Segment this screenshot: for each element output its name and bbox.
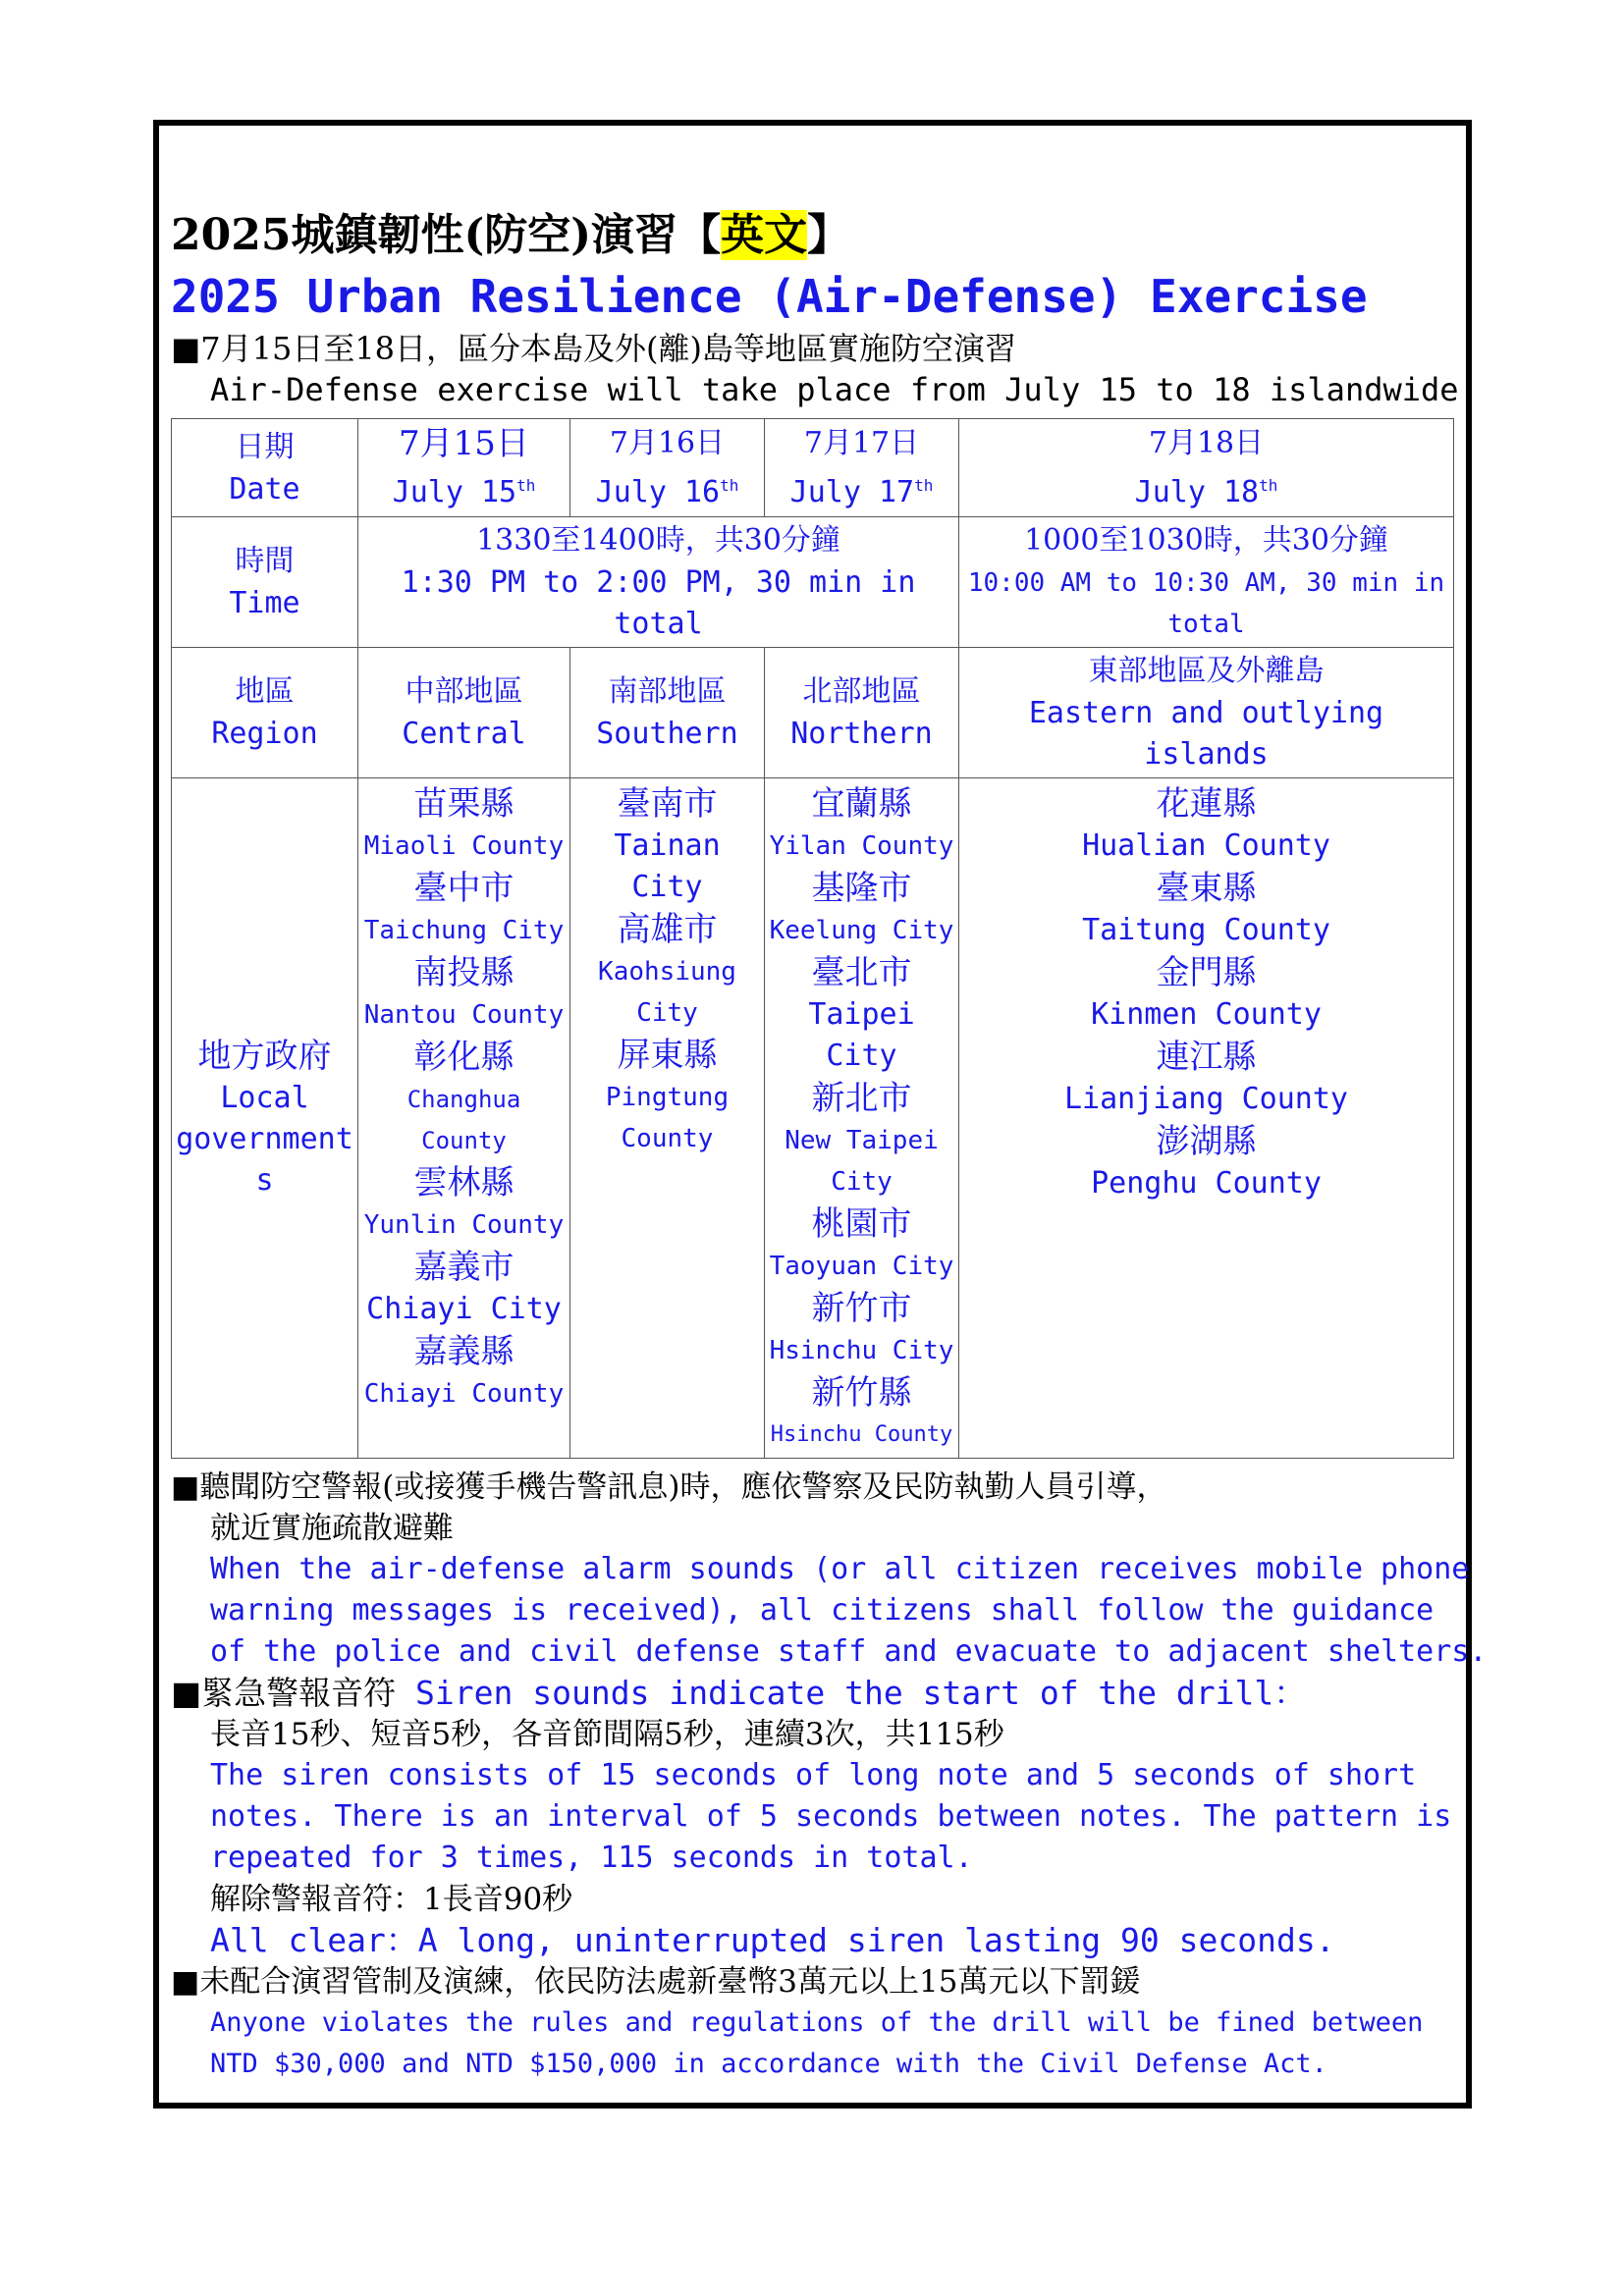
alarm-en-line: When the air-defense alarm sounds (or all citizen receives mobile phone — [210, 1552, 1470, 1586]
gov-name-zh: 彰化縣 — [413, 1038, 514, 1077]
gov-name-en: Hualian County — [1082, 828, 1330, 863]
date-label-zh: 日期 — [235, 429, 295, 464]
gov-label-en: s — [255, 1163, 274, 1198]
gov-name-zh: 雲林縣 — [413, 1163, 514, 1202]
region-cell — [765, 648, 959, 778]
date-zh: 7月17日 — [803, 426, 920, 460]
fine-section — [171, 1961, 1453, 2085]
siren-en-line: notes. There is an interval of 5 seconds between notes. The pattern is — [210, 1799, 1452, 1834]
gov-name-zh: 苗栗縣 — [413, 784, 514, 824]
gov-name-zh: 臺中市 — [413, 869, 514, 908]
region-cell — [959, 648, 1454, 778]
siren-heading-zh: ■緊急警報音符 — [171, 1674, 397, 1712]
fine-zh: ■未配合演習管制及演練，依民防法處新臺幣3萬元以上15萬元以下罰鍰 — [171, 1964, 1141, 2000]
title-zh-text: 2025城鎮韌性(防空)演習【 — [171, 210, 722, 260]
gov-name-en: City — [636, 998, 698, 1028]
time-row — [172, 517, 1454, 648]
time-a-en: 1:30 PM to 2:00 PM, 30 min in total — [401, 565, 916, 641]
gov-name-zh: 宜蘭縣 — [811, 784, 912, 824]
gov-name-zh: 桃園市 — [811, 1204, 912, 1244]
date-sup: th — [516, 476, 536, 495]
region-en: Southern — [596, 717, 738, 751]
alarm-zh-line: ■聽聞防空警報(或接獲手機告警訊息)時，應依警察及民防執勤人員引導， — [171, 1469, 1167, 1505]
region-en: Eastern and outlying islands — [1028, 696, 1384, 772]
gov-name-zh: 嘉義縣 — [413, 1332, 514, 1371]
southern-govs-cell — [570, 778, 765, 1459]
gov-name-zh: 新竹市 — [811, 1289, 912, 1328]
siren-heading-en: Siren sounds indicate the start of the drill： — [396, 1674, 1307, 1712]
region-cell — [358, 648, 570, 778]
region-row — [172, 648, 1454, 778]
gov-name-zh: 金門縣 — [1156, 953, 1257, 992]
alarm-zh-line: 就近實施疏散避難 — [210, 1511, 454, 1546]
gov-label-cell — [172, 778, 358, 1459]
alarm-section — [171, 1467, 1488, 1673]
date-row — [172, 419, 1454, 517]
intro-chinese: ■7月15日至18日，區分本島及外(離)島等地區實施防空演習 — [171, 330, 1017, 367]
region-zh: 北部地區 — [802, 674, 921, 709]
region-zh: 東部地區及外離島 — [1088, 654, 1325, 688]
fine-en-line: NTD $30,000 and NTD $150,000 in accordance with the Civil Defense Act. — [210, 2049, 1327, 2079]
gov-name-zh: 連江縣 — [1156, 1038, 1257, 1077]
gov-name-en: Taitung County — [1082, 913, 1330, 947]
gov-name-zh: 新北市 — [811, 1079, 912, 1118]
time-cell-afternoon — [358, 517, 959, 648]
region-zh: 南部地區 — [608, 674, 727, 709]
gov-name-en: County — [621, 1124, 714, 1153]
gov-name-en: Taoyuan City — [769, 1252, 954, 1281]
date-cell — [959, 419, 1454, 517]
gov-name-zh: 基隆市 — [811, 869, 912, 908]
gov-name-zh: 新竹縣 — [811, 1373, 912, 1413]
time-label-en: Time — [229, 586, 300, 620]
time-cell-morning — [959, 517, 1454, 648]
gov-name-en: Pingtung — [605, 1083, 730, 1112]
date-en: July 17 — [789, 475, 915, 509]
gov-name-en: Penghu County — [1091, 1166, 1322, 1201]
date-label-en: Date — [229, 471, 300, 507]
time-label-cell — [172, 517, 358, 648]
gov-name-en: Changhua County — [406, 1086, 521, 1154]
siren-en-line: repeated for 3 times, 115 seconds in total. — [210, 1841, 973, 1875]
gov-name-zh: 花蓮縣 — [1156, 784, 1257, 824]
gov-name-en: Nantou County — [363, 1000, 565, 1030]
time-a-zh: 1330至1400時，共30分鐘 — [476, 523, 840, 558]
siren-en-line: The siren consists of 15 seconds of long note and 5 seconds of short — [210, 1758, 1417, 1792]
gov-name-zh: 臺南市 — [617, 784, 718, 824]
gov-name-zh: 屏東縣 — [617, 1036, 718, 1075]
region-label-cell — [172, 648, 358, 778]
document-body — [171, 206, 1488, 2085]
gov-name-en: Chiayi County — [363, 1379, 565, 1409]
gov-label-en: Local — [220, 1081, 309, 1115]
government-row — [172, 778, 1454, 1459]
gov-label-en: government — [176, 1122, 353, 1156]
title-zh-highlight: 英文 — [721, 210, 808, 260]
date-label-cell — [172, 419, 358, 517]
intro-english: Air-Defense exercise will take place from July 15 to 18 islandwide. — [210, 371, 1478, 408]
title-zh-bracket: 】 — [807, 210, 851, 260]
region-label-en: Region — [211, 717, 318, 751]
date-cell — [570, 419, 765, 517]
date-sup: th — [720, 476, 739, 495]
clear-zh: 解除警報音符：1長音90秒 — [210, 1882, 573, 1917]
gov-name-en: Miaoli County — [363, 831, 565, 861]
gov-name-en: New Taipei — [785, 1126, 939, 1155]
region-label-zh: 地區 — [235, 674, 295, 709]
date-en: July 18 — [1134, 475, 1260, 509]
time-b-zh: 1000至1030時，共30分鐘 — [1024, 523, 1388, 558]
gov-name-en: Yilan County — [769, 831, 954, 861]
time-label-zh: 時間 — [235, 544, 295, 578]
gov-name-zh: 南投縣 — [413, 953, 514, 992]
title-english: 2025 Urban Resilience (Air-Defense) Exercise — [171, 270, 1368, 323]
date-en: July 16 — [595, 475, 721, 509]
date-en: July 15 — [392, 475, 517, 509]
fine-en-line: Anyone violates the rules and regulations of the drill will be fined between — [210, 2007, 1424, 2038]
schedule-table — [171, 418, 1454, 1459]
title-chinese — [171, 206, 1467, 265]
date-zh: 7月16日 — [609, 426, 726, 460]
alarm-en-line: warning messages is received), all citizens shall follow the guidance — [210, 1593, 1435, 1628]
gov-name-en: Taipei City — [808, 997, 915, 1073]
gov-name-en: Hsinchu County — [770, 1422, 953, 1447]
date-zh: 7月18日 — [1148, 426, 1265, 460]
siren-section — [171, 1673, 1453, 1961]
date-sup: th — [1259, 476, 1278, 495]
gov-name-en: City — [831, 1167, 893, 1197]
time-b-en: 10:00 AM to 10:30 AM, 30 min in total — [967, 568, 1445, 639]
region-zh: 中部地區 — [405, 674, 523, 709]
date-sup: th — [914, 476, 934, 495]
region-cell — [570, 648, 765, 778]
siren-heading — [171, 1673, 1453, 1714]
gov-name-en: Lianjiang County — [1064, 1082, 1348, 1116]
gov-name-zh: 高雄市 — [617, 910, 718, 949]
date-cell — [358, 419, 570, 517]
gov-name-zh: 臺北市 — [811, 953, 912, 992]
gov-name-en: Yunlin County — [363, 1210, 565, 1240]
alarm-en-line: of the police and civil defense staff and evacuate to adjacent shelters. — [210, 1634, 1488, 1669]
clear-en: All clear：A long, uninterrupted siren lasting 90 seconds. — [210, 1921, 1335, 1959]
date-cell — [765, 419, 959, 517]
date-zh: 7月15日 — [399, 424, 529, 463]
gov-name-zh: 嘉義市 — [413, 1248, 514, 1287]
siren-zh: 長音15秒、短音5秒，各音節間隔5秒，連續3次，共115秒 — [210, 1717, 1004, 1752]
eastern-govs-cell — [959, 778, 1454, 1459]
gov-label-zh: 地方政府 — [197, 1037, 332, 1076]
gov-name-en: Hsinchu City — [769, 1336, 954, 1365]
gov-name-en: Chiayi City — [366, 1292, 562, 1326]
region-en: Northern — [790, 717, 933, 751]
gov-name-zh: 臺東縣 — [1156, 869, 1257, 908]
gov-name-en: Kinmen County — [1091, 997, 1322, 1032]
gov-name-en: Taichung City — [363, 916, 565, 945]
gov-name-zh: 澎湖縣 — [1156, 1122, 1257, 1161]
region-en: Central — [402, 717, 526, 751]
gov-name-en: Keelung City — [769, 916, 954, 945]
northern-govs-cell — [765, 778, 959, 1459]
central-govs-cell — [358, 778, 570, 1459]
gov-name-en: City — [631, 870, 703, 904]
gov-name-en: Kaohsiung — [598, 957, 736, 987]
gov-name-en: Tainan — [614, 828, 721, 863]
